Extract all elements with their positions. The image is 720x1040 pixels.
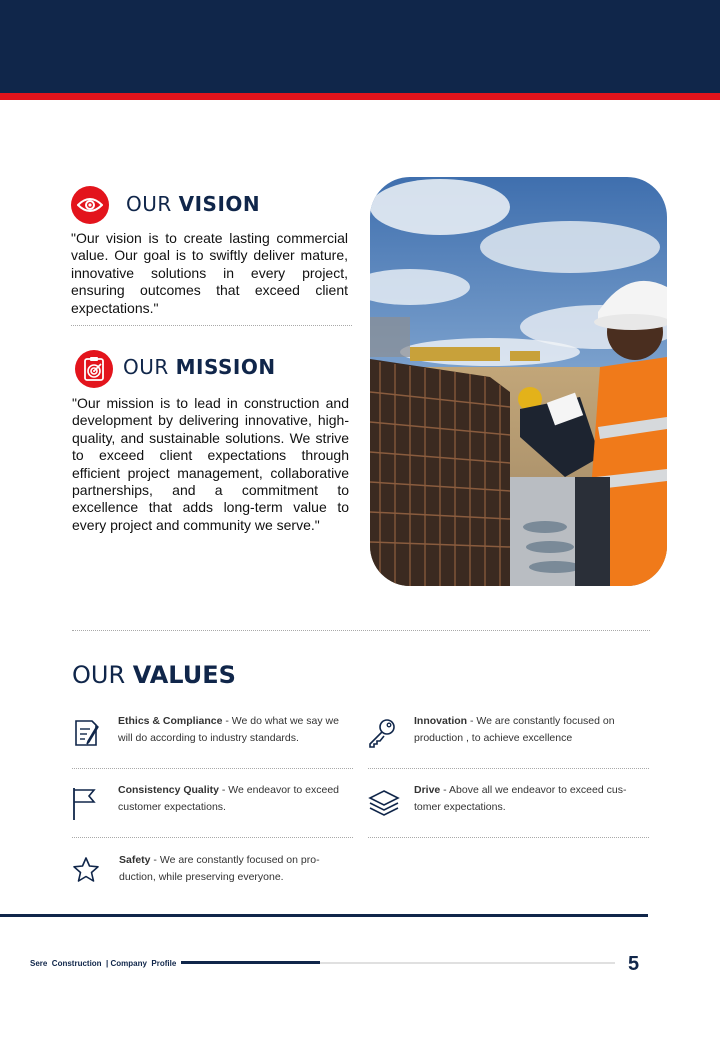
mission-title-light: OUR	[123, 355, 169, 379]
value-name: Consistency Quality	[118, 784, 219, 796]
footer-rule	[0, 914, 648, 917]
target-clipboard-icon	[75, 350, 113, 388]
value-ethics	[118, 713, 350, 747]
page-number: 5	[628, 953, 640, 975]
value-safety	[119, 852, 334, 886]
divider	[71, 325, 352, 326]
value-desc: - We are constantly focused on pro-duction, while preserving everyone.	[119, 854, 320, 883]
divider	[72, 630, 650, 631]
key-icon	[367, 717, 397, 749]
star-icon	[71, 855, 101, 887]
value-name: Drive	[414, 784, 441, 796]
divider	[368, 837, 649, 838]
header-accent-stripe	[0, 93, 720, 100]
flag-icon	[70, 786, 100, 818]
value-drive	[414, 782, 646, 816]
construction-workers-photo	[370, 177, 667, 586]
values-title-light: OUR	[72, 661, 126, 689]
value-name: Safety	[119, 854, 151, 866]
value-name: Ethics & Compliance	[118, 715, 223, 727]
divider	[72, 768, 353, 769]
value-consistency	[118, 782, 350, 816]
value-desc: - Above all we endeavor to exceed cus-tomer expectations.	[414, 784, 627, 813]
value-desc: - We are constantly focused on production , to achieve excellence	[414, 715, 615, 744]
footer-progress-fill	[181, 961, 320, 964]
mission-text: "Our mission is to lead in construction and development by delivering innovative, high-quality, and sustainable solutions. We strive to exceed client expectations through efficient project management, collaborative partnerships, and a commitment to excellence that adds long-term value to every project and community we serve."	[72, 395, 349, 533]
value-innovation	[414, 713, 646, 747]
vision-title-light: OUR	[126, 192, 172, 216]
mission-title-bold: MISSION	[175, 355, 276, 379]
values-title-bold: VALUES	[132, 661, 236, 689]
layers-icon	[368, 788, 398, 820]
vision-title	[126, 192, 260, 216]
value-name: Innovation	[414, 715, 468, 727]
divider	[72, 837, 353, 838]
vision-title-bold: VISION	[178, 192, 261, 216]
value-desc: - We endeavor to exceed customer expectations.	[118, 784, 339, 813]
footer-company: Sere Construction | Company Profile	[30, 959, 177, 968]
values-title	[72, 661, 236, 689]
eye-icon	[71, 186, 109, 224]
divider	[368, 768, 649, 769]
header-band	[0, 0, 720, 93]
vision-text: "Our vision is to create lasting commercial value. Our goal is to swiftly deliver mature, innovative solutions in every project, ensuring outcomes that exceed client expectations."	[71, 230, 348, 316]
contract-pen-icon	[72, 717, 102, 749]
value-desc: - We do what we say we will do according to industry standards.	[118, 715, 339, 744]
mission-title	[123, 355, 276, 379]
